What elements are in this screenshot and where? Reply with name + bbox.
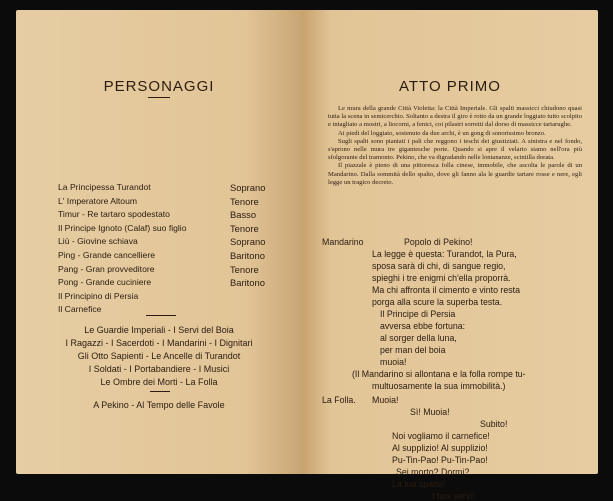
separator-line (146, 315, 176, 316)
cast-role: Il Carnefice (58, 304, 102, 315)
cast-voice: Tenore (230, 195, 259, 207)
stage-paragraph: Sugli spalti sono piantati i pali che reggono i teschi dei giustiziati. A sinistra e nel fondo, s'aprono nelle mura tre gigantesche porte. Quando si apre il velario siamo nell'ora più sfolgorante del tramonto. Pekino, che va digradando nelle lontananze, scintilla dorata. (328, 137, 582, 162)
title-dash (148, 97, 170, 98)
cast-role: La Principessa Turandot (58, 182, 151, 192)
cast-role: Timur - Re tartaro spodestato (58, 209, 170, 220)
stage-directions (328, 105, 582, 187)
stage-note: multuosamente la sua immobilità.) (372, 381, 506, 391)
cast-role: Il Principe Ignoto (Calaf) suo figlio (58, 222, 187, 233)
cast-row (58, 264, 288, 278)
cast-row (58, 250, 288, 264)
cast-role: Pang - Gran provveditore (58, 263, 155, 274)
stage-paragraph: Le mura della grande Città Violetta: la Città Imperiale. Gli spalti massicci chiudono quasi tutta la scena in semicerchio. Soltanto a destra il giro è rotto da un grande loggiato tutto scolpito e intagliato a mostri, a liocorni, a fenici, coi pilastri sorretti dal dorso di massicce tartarughe. (328, 105, 582, 129)
chorus-list (16, 324, 302, 389)
cast-voice: Baritono (230, 277, 265, 289)
cast-row (58, 196, 288, 210)
cast-list (58, 182, 288, 318)
verse-line: Popolo di Pekino! (404, 237, 473, 247)
verse-line: al sorger della luna, (380, 333, 457, 343)
stage-paragraph: Il piazzale è pieno di una pittoresca folla cinese, immobile, che ascolta le parole di un Mandarino. Dalla sommità dello spalto, dove gli fanno ala le guardie tartare rosse e nere, egli legge un tragico decreto. (328, 162, 582, 186)
verse-line: La tua spada! (392, 479, 446, 489)
chorus-line: Gli Otto Sapienti - Le Ancelle di Turandot (77, 351, 241, 361)
verse-line: spieghi i tre enigmi ch'ella proporrà. (372, 273, 511, 283)
verse-line: Sì! Muoia! (410, 407, 450, 417)
cast-row (58, 209, 288, 223)
place-time: A Pekino - Al Tempo delle Favole (93, 400, 225, 410)
act-title: ATTO PRIMO (399, 78, 501, 95)
cast-voice: Soprano (230, 182, 266, 193)
cast-voice: Tenore (230, 222, 259, 234)
cast-title: PERSONAGGI (103, 78, 215, 95)
verse-line: porga alla scure la superba testa. (372, 297, 503, 307)
cast-row (58, 223, 288, 237)
cast-role: Il Principino di Persia (58, 290, 139, 301)
verse-line: Il Principe di Persia (380, 309, 456, 319)
cast-voice: Tenore (230, 263, 259, 275)
speaker: La Folla. (322, 395, 356, 405)
verse-line: Al supplizio! Al supplizio! (392, 443, 488, 453)
verse-line: Noi vogliamo il carnefice! (392, 431, 490, 441)
cast-role: Pong - Grande cuciniere (58, 277, 152, 288)
cast-role: Ping - Grande cancelliere (58, 249, 155, 260)
verse-line: Pu-Tin-Pao! Pu-Tin-Pao! (392, 455, 488, 465)
cast-row (58, 236, 288, 250)
verse-line: avversa ebbe fortuna: (380, 321, 466, 331)
cast-row (58, 182, 288, 196)
verse-line: Sei morto? Dormi? (396, 467, 470, 477)
stage-paragraph: Ai piedi del loggiato, sostenuto da due archi, è un gong di sonorissimo bronzo. (338, 129, 546, 137)
cast-row (58, 277, 288, 291)
verse-line: sposa sarà di chi, di sangue regio, (372, 261, 506, 271)
cast-role: Liù - Giovine schiava (58, 236, 138, 247)
chorus-line: I Ragazzi - I Sacerdoti - I Mandarini - I Dignitari (65, 338, 253, 348)
speaker: Mandarino (322, 237, 364, 247)
cast-row (58, 291, 288, 305)
verse-line: Subito! (480, 419, 508, 429)
separator-line (150, 391, 170, 392)
verse-line: Ma chi affronta il cimento e vinto resta (372, 285, 520, 295)
right-page (302, 10, 598, 501)
cast-role: L' Imperatore Altoum (58, 195, 138, 206)
verse-line: muoia! (380, 357, 407, 367)
chorus-line: I Soldati - I Portabandiere - I Musici (88, 364, 230, 374)
verse-line: I tuoi servi! (432, 491, 475, 501)
verse-line: Muoia! (372, 395, 399, 405)
stage-note: (Il Mandarino si allontana e la folla rompe tu- (352, 369, 526, 379)
cast-voice: Soprano (230, 236, 266, 248)
chorus-line: Le Ombre dei Morti - La Folla (100, 377, 218, 387)
verse-line: La legge è questa: Turandot, la Pura, (372, 249, 517, 259)
chorus-line: Le Guardie Imperiali - I Servi del Boia (84, 325, 234, 335)
cast-voice: Basso (230, 209, 257, 221)
cast-voice: Baritono (230, 249, 265, 261)
left-page (16, 10, 302, 474)
verse-line: per man del boia (380, 345, 446, 355)
